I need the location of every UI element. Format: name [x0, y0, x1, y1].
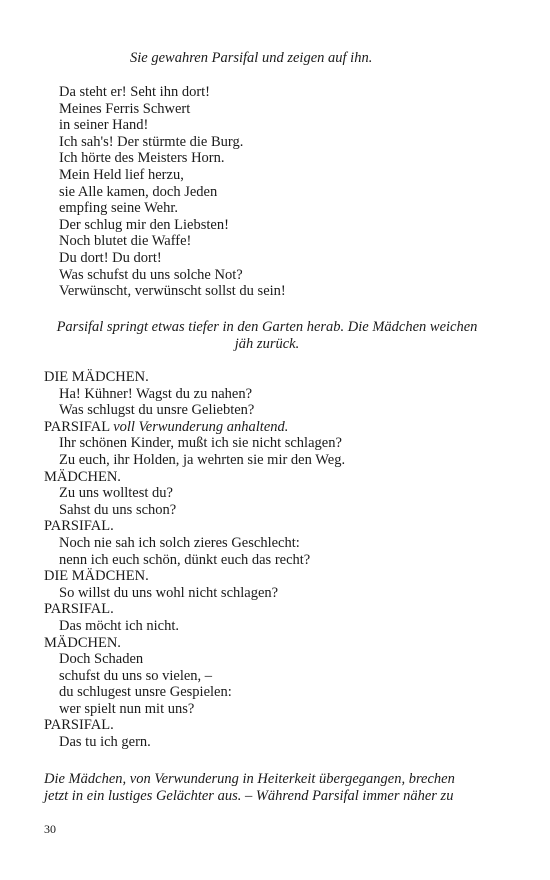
- dialogue-line: Doch Schaden: [59, 651, 144, 668]
- verse-line: Da steht er! Seht ihn dort!: [59, 84, 211, 100]
- verse-line: in seiner Hand!: [59, 117, 149, 134]
- speaker-name: MÄDCHEN.: [44, 468, 121, 485]
- dialogue-line: Noch nie sah ich solch zieres Geschlecht:: [59, 534, 300, 551]
- verse-line: Du dort! Du dort!: [59, 249, 162, 266]
- dialogue-line: Zu uns wolltest du?: [59, 485, 173, 502]
- dialogue-line: Ihr schönen Kinder, mußt ich sie nicht schlagen?: [59, 435, 342, 452]
- stage-direction-mid: [44, 319, 490, 353]
- speaker-name: DIE MÄDCHEN.: [44, 369, 149, 385]
- verse-line: Der schlug mir den Liebsten!: [59, 216, 229, 233]
- speaker-name: PARSIFAL.: [44, 601, 114, 618]
- speaker-name: MÄDCHEN.: [44, 634, 121, 651]
- speaker-direction: voll Verwunderung anhaltend.: [113, 418, 289, 435]
- page-number: 30: [44, 822, 56, 836]
- dialogue-line: Zu euch, ihr Holden, ja wehrten sie mir den Weg.: [59, 451, 346, 468]
- stage-direction-line: Parsifal springt etwas tiefer in den Garten herab. Die Mädchen weichen: [56, 319, 478, 335]
- speaker-name: DIE MÄDCHEN.: [44, 568, 149, 585]
- dialogue-line: du schlugest unsre Gespielen:: [59, 684, 232, 701]
- verse-line: Ich sah's! Der stürmte die Burg.: [59, 133, 244, 150]
- verse-line: Noch blutet die Waffe!: [59, 233, 192, 250]
- verse-block: [59, 84, 286, 300]
- verse-line: sie Alle kamen, doch Jeden: [59, 183, 218, 200]
- dialogue-line: Sahst du uns schon?: [59, 501, 177, 518]
- verse-line: Mein Held lief herzu,: [59, 166, 184, 183]
- dialogue-line: Das tu ich gern.: [59, 734, 151, 751]
- speaker-with-direction: [44, 419, 504, 436]
- verse-line: Ich hörte des Meisters Horn.: [59, 150, 225, 167]
- verse-line: Was schufst du uns solche Not?: [59, 266, 243, 283]
- dialogue-line: Was schlugst du unsre Geliebten?: [59, 402, 255, 419]
- speaker-name: PARSIFAL.: [44, 518, 114, 535]
- dialogue-line: nenn ich euch schön, dünkt euch das recht?: [59, 551, 311, 568]
- stage-direction-intro: Sie gewahren Parsifal und zeigen auf ihn.: [130, 50, 373, 66]
- dialogue-block: [44, 369, 504, 751]
- verse-line: Verwünscht, verwünscht sollst du sein!: [59, 283, 286, 300]
- dialogue-line: Das möcht ich nicht.: [59, 617, 180, 634]
- stage-direction-line: Die Mädchen, von Verwunderung in Heiterkeit übergegangen, brechen: [44, 771, 455, 787]
- stage-direction-line: jäh zurück.: [234, 336, 300, 352]
- dialogue-line: So willst du uns wohl nicht schlagen?: [59, 584, 279, 601]
- dialogue-line: schufst du uns so vielen, –: [59, 667, 213, 684]
- stage-direction-line: jetzt in ein lustiges Gelächter aus. – Während Parsifal immer näher zu: [44, 788, 454, 804]
- speaker-name: PARSIFAL: [44, 418, 110, 435]
- dialogue-line: wer spielt nun mit uns?: [59, 700, 195, 717]
- speaker-name: PARSIFAL.: [44, 717, 114, 734]
- verse-line: empfing seine Wehr.: [59, 200, 178, 217]
- dialogue-line: Ha! Kühner! Wagst du zu nahen?: [59, 385, 253, 402]
- verse-line: Meines Ferris Schwert: [59, 100, 191, 117]
- stage-direction-end: [44, 771, 490, 805]
